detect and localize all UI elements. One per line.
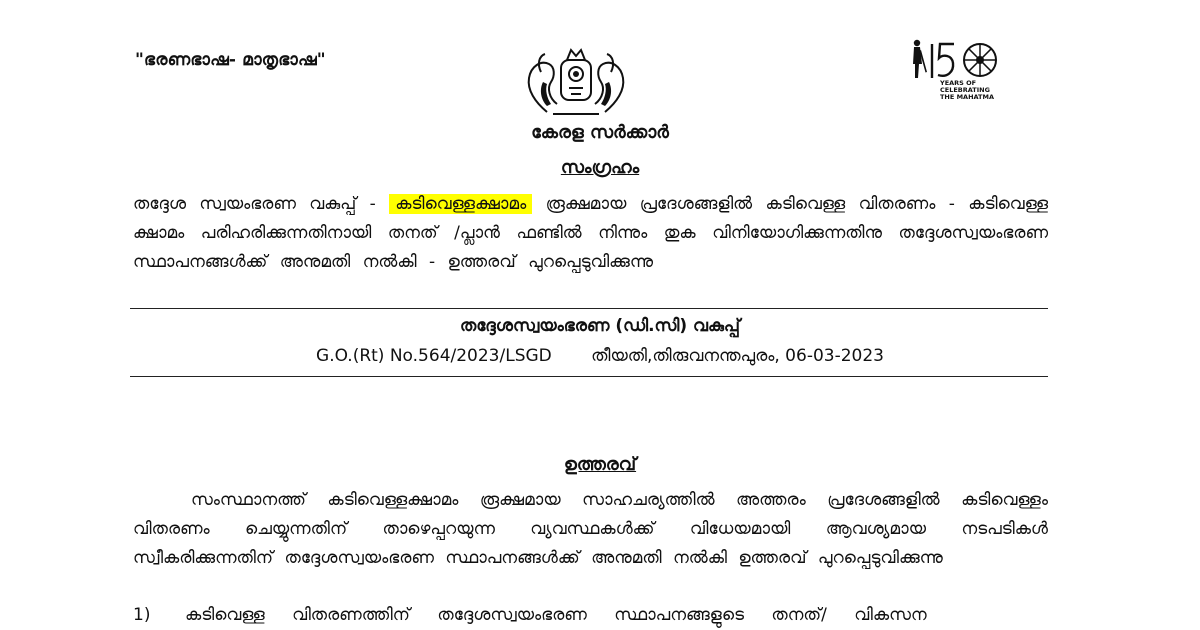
gandhi-logo-caption: YEARS OF CELEBRATING THE MAHATMA	[940, 79, 994, 101]
subject-highlight: കടിവെള്ളക്ഷാമം	[389, 194, 532, 214]
order-body-paragraph: സംസ്ഥാനത്ത് കടിവെള്ളക്ഷാമം രൂക്ഷമായ സാഹചര്യത്തിൽ അത്തരം പ്രദേശങ്ങളിൽ കടിവെള്ളം വിതരണം ചെയ്യുന്നതിന് താഴെപ്പറയുന്ന വ്യവസ്ഥകൾക്ക് വിധേയമായി ആവശ്യമായ നടപടികൾ സ്വീകരിക്കുന്നതിന് തദ്ദേശസ്വയംഭരണ സ്ഥാപനങ്ങൾക്ക് അനുമതി നൽകി ഉത്തരവ് പുറപ്പെടുവിക്കുന്നു	[133, 490, 1048, 568]
charkha-wheel-icon	[964, 44, 996, 76]
motto-text: "ഭരണഭാഷ- മാതൃഭാഷ"	[135, 50, 326, 70]
subject-paragraph	[133, 190, 1048, 277]
go-number: G.O.(Rt) No.564/2023/LSGD	[316, 346, 552, 366]
gandhi-figure-icon	[913, 40, 927, 78]
go-reference-line	[0, 346, 1200, 366]
government-name: കേരള സർക്കാർ	[531, 122, 669, 143]
subject-start: തദ്ദേശ സ്വയംഭരണ വകുപ്പ് -	[133, 194, 376, 214]
kerala-emblem-icon	[517, 42, 635, 118]
divider-top	[130, 308, 1048, 309]
order-title: ഉത്തരവ്	[563, 454, 637, 475]
order-point	[133, 601, 1048, 630]
point-text: കടിവെള്ള വിതരണത്തിന് തദ്ദേശസ്വയംഭരണ സ്ഥാപനങ്ങളുടെ തനത്/ വികസന	[185, 605, 927, 625]
go-date-place: തീയതി,തിരുവനന്തപുരം, 06-03-2023	[591, 346, 884, 366]
point-number: 1)	[133, 605, 151, 625]
subject-rest: രൂക്ഷമായ പ്രദേശങ്ങളിൽ കടിവെള്ള വിതരണം - കടിവെള്ള ക്ഷാമം പരിഹരിക്കുന്നതിനായി തനത് /പ്ലാൻ ഫണ്ടിൽ നിന്നും തുക വിനിയോഗിക്കുന്നതിനു തദ്ദേശസ്വയംഭരണ സ്ഥാപനങ്ങൾക്ക് അനുമതി നൽകി - ഉത്തരവ് പുറപ്പെടുവിക്കുന്നു	[133, 194, 1049, 272]
department-name: തദ്ദേശസ്വയംഭരണ (ഡി.സി) വകുപ്പ്	[459, 316, 740, 336]
abstract-title: സംഗ്രഹം	[560, 157, 640, 178]
divider-bottom	[130, 376, 1048, 377]
